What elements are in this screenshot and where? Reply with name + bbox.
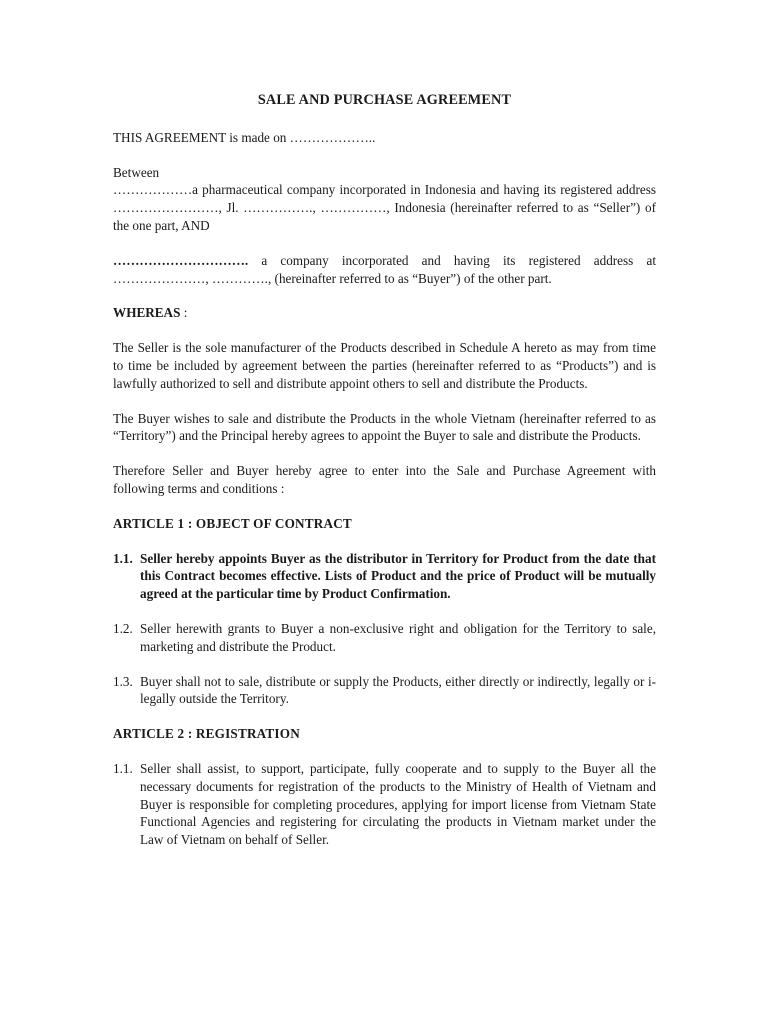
clause-number: 1.3. [113, 673, 133, 689]
whereas-paragraph: The Buyer wishes to sale and distribute the Products in the whole Vietnam (hereinafter referred to as “Territory”) and the Principal hereby agrees to appoint the Buyer to sale and distribute the Products. [113, 410, 656, 444]
article-1-clause [113, 673, 656, 709]
document-title: SALE AND PURCHASE AGREEMENT [257, 92, 512, 108]
whereas-heading [113, 304, 656, 322]
buyer-party-paragraph [113, 252, 656, 288]
whereas-paragraph: Therefore Seller and Buyer hereby agree to enter into the Sale and Purchase Agreement with following terms and conditions : [113, 463, 656, 496]
between-label: Between [113, 164, 160, 180]
article-2-clause [113, 760, 656, 849]
clause-text: Seller hereby appoints Buyer as the distributor in Territory for Product from the date that this Contract becomes effective. Lists of Product and the price of Product will be mutually agreed at the particular time by Product Confirmation. [140, 550, 656, 602]
article-1-heading: ARTICLE 1 : OBJECT OF CONTRACT [113, 515, 352, 531]
article-2-heading: ARTICLE 2 : REGISTRATION [113, 726, 300, 742]
whereas-colon: : [180, 305, 188, 321]
clause-text: Seller herewith grants to Buyer a non-exclusive right and obligation for the Territory to sale, marketing and distribute the Product. [140, 620, 656, 654]
clause-text: Seller shall assist, to support, participate, fully cooperate and to supply to the Buyer all the necessary documents for registration of the products to the Ministry of Health of Vietnam and Buyer is responsible for completing procedures, applying for import license from Vietnam State Functional Agencies and registering for circulating the products in Vietnam market under the Law of Vietnam on behalf of Seller. [140, 760, 656, 848]
clause-number: 1.2. [113, 620, 133, 636]
article-1-clause [113, 550, 656, 603]
document-page [113, 92, 656, 866]
buyer-party-text: a company incorporated and having its registered address at …………………, …………., (hereinafter referred to as “Buyer”) of the other part. [113, 252, 656, 286]
whereas-paragraph: The Seller is the sole manufacturer of the Products described in Schedule A hereto as may from time to time be included by agreement between the parties (hereinafter referred to as “Products”) and is lawfully authorized to sell and distribute appoint others to sell and distribute the Products. [113, 340, 656, 391]
whereas-label: WHEREAS [113, 305, 181, 321]
article-1-clause [113, 620, 656, 656]
seller-party-paragraph: ………………a pharmaceutical company incorporated in Indonesia and having its registered address ……………………, Jl. ……………., ……………, Indonesia (hereinafter referred to as “Seller”) of the one part, AND [113, 182, 656, 233]
intro-line: THIS AGREEMENT is made on ……………….. [113, 129, 376, 145]
buyer-party-blank: …………………………. [113, 252, 249, 268]
clause-text: Buyer shall not to sale, distribute or supply the Products, either directly or indirectly, legally or i-legally outside the Territory. [140, 673, 656, 707]
clause-number: 1.1. [113, 550, 133, 566]
clause-number: 1.1. [113, 760, 133, 776]
